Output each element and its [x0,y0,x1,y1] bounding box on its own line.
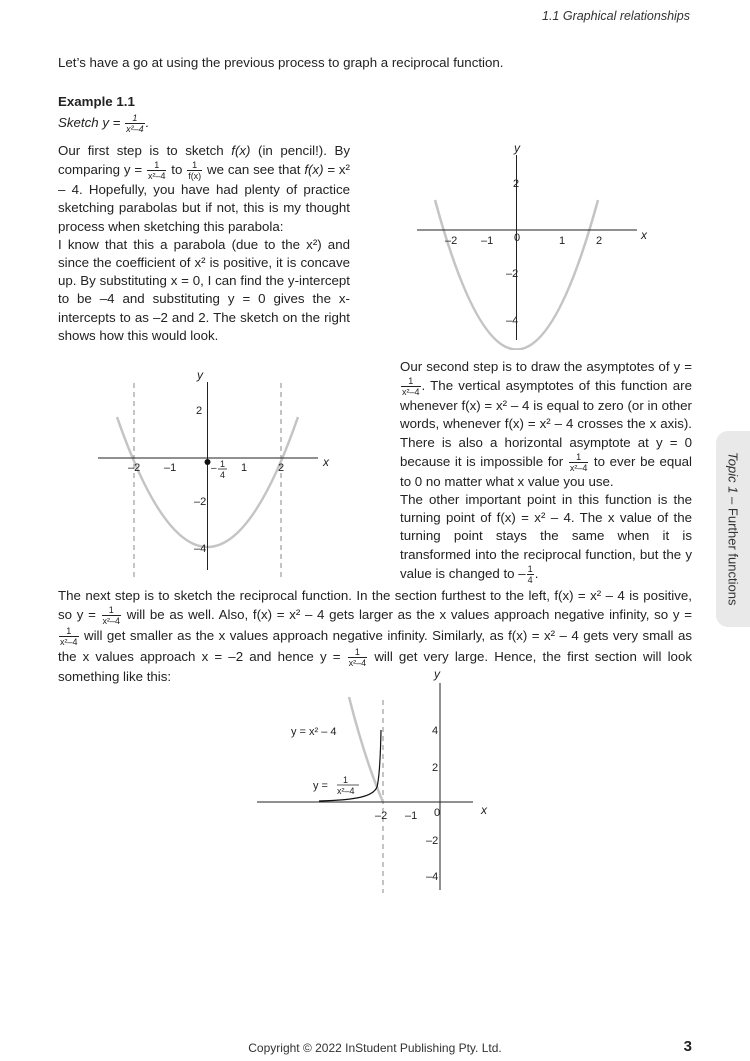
x-tick: 0 [434,807,441,819]
frac-den: x²–4 [102,616,121,627]
paragraph-step-two [400,358,692,585]
sketch-label: Sketch y = [58,115,125,131]
fraction [102,605,122,626]
turning-point-marker [205,459,211,465]
math-fx: f(x) [231,143,251,158]
frac-num: 1 [401,376,421,387]
frac-den: x²–4 [402,387,420,398]
y-axis-label: y [197,368,203,382]
reciprocal-graph [255,665,500,895]
y-tick: –4 [194,543,207,555]
x-tick: 1 [559,235,566,247]
x-axis-label: x [641,228,647,242]
text: to [167,162,187,178]
example-prompt [58,113,149,134]
asymptote-graph [90,365,345,580]
frac-num: 1 [125,113,145,124]
math-y: y = [673,359,692,374]
frac-den: f(x) [188,171,202,182]
y-tick: –2 [194,496,207,508]
frac-num: 1 [102,605,122,616]
fraction [527,564,534,585]
fraction [569,452,589,473]
fraction [187,160,202,181]
running-header: 1.1 Graphical relationships [542,9,690,23]
example-heading: Example 1.1 [58,94,135,109]
text: The next step is to sketch the reciprocal function. In the section furthest to the left, f(x) = x² – 4 is positive, so y = [58,588,692,623]
x-tick: 1 [241,462,248,474]
y-axis-label: y [514,141,520,155]
recip-label-num: 1 [343,775,349,785]
recip-label-den: x²–4 [337,786,355,796]
fraction [147,160,167,181]
text: I know that this a parabola (due to the x²) and since the coefficient of x² is positive, it is concave up. By substituting x = 0, I can find the y-intercept to be –4 and substituting y = 0 gives the x-intercepts to as –2 and 2. The sketch on the right shows how this would look. [58,236,350,343]
frac-num: 1 [59,626,79,637]
x-tick: –2 [128,462,141,474]
text: Our first step is to sketch [58,143,232,158]
frac-den: 4 [527,574,533,585]
y-tick: –2 [426,835,439,847]
text: . [534,565,539,581]
frac-num: 1 [348,647,368,658]
intro-text: Let’s have a go at using the previous process to graph a reciprocal function. [58,55,504,70]
math-y: y = [123,162,146,178]
y-tick: 2 [432,762,439,774]
text: will get very large. Hence, the first section will look something like this: [58,649,692,685]
text: to ever be equal to 0 no matter what x value you use. [400,453,692,489]
x-tick: –2 [375,810,388,822]
text: . The vertical asymptotes of this function are whenever f(x) = x² – 4 is equal to zero (or in other words, whenever f(x) = x² – 4 crosses the x axis). There is also a horizontal asymptote at y = 0 because it is impossible for [400,378,692,469]
topic-title: Further functions [725,508,741,606]
fraction [401,376,421,397]
x-tick: –1 [164,462,177,474]
text: will be as well. Also, f(x) = x² – 4 gets larger as the x values approach negative infinity, so y = [122,607,692,623]
frac-den: x²–4 [569,462,588,473]
y-tick: –4 [426,871,439,883]
frac-num: 1 [147,160,167,171]
x-tick: –2 [445,235,458,247]
x-tick: 2 [596,235,603,247]
x-axis-label: x [323,455,329,469]
recip-label-prefix: y = [313,780,328,792]
parabola-graph [405,140,665,350]
point-label-num: 1 [220,459,226,469]
y-axis-label: y [434,667,440,681]
footer-copyright: Copyright © 2022 InStudent Publishing Pty. Ltd. [248,1041,502,1055]
x-tick: –1 [405,810,418,822]
x-tick: 2 [278,462,285,474]
frac-den: x²–4 [348,658,367,669]
side-tab-text [716,431,750,627]
frac-num: 1 [527,563,533,574]
paragraph-step-one [58,142,350,345]
frac-den: x²–4 [126,124,144,134]
y-tick: 2 [196,405,203,417]
text: The other important point in this function is the turning point of f(x) = x² – 4. The x value of the turning point stays the same when it is transformed into the reciprocal function, but the y value is changed to – [400,492,692,581]
math-fx: f(x) [304,162,324,178]
point-label-den: 4 [220,470,226,480]
text: we can see that [203,162,305,178]
frac-num: 1 [187,160,202,171]
dash: – [725,493,741,509]
parabola-label: y = x² – 4 [291,726,337,738]
fraction [125,113,145,134]
y-tick: –2 [506,268,519,280]
y-tick: 2 [513,178,520,190]
topic-label: Topic 1 [725,452,741,494]
y-tick: 4 [432,725,439,737]
point-label-sign: – [211,463,217,474]
frac-den: x²–4 [147,171,166,182]
page-number: 3 [683,1038,692,1055]
x-tick: –1 [481,235,494,247]
y-tick: –4 [506,315,519,327]
frac-den: x²–4 [60,637,78,648]
frac-num: 1 [569,452,589,463]
text: = x² – 4. Hopefully, you have had plenty of practice sketching parabolas but if not, this is my thought process when sketching this parabola: [58,162,350,234]
x-tick: 0 [514,232,521,244]
period: . [145,115,150,131]
text: Our second step is to draw the asymptotes of [400,359,674,374]
text: will get smaller as the x values approach negative infinity. Similarly, as f(x) = x² – 4 gets very small as the x values approach x = –2 and hence y = [58,628,692,665]
fraction [59,626,79,647]
text: (in pencil!). By comparing [58,143,351,178]
x-axis-label: x [481,803,487,817]
